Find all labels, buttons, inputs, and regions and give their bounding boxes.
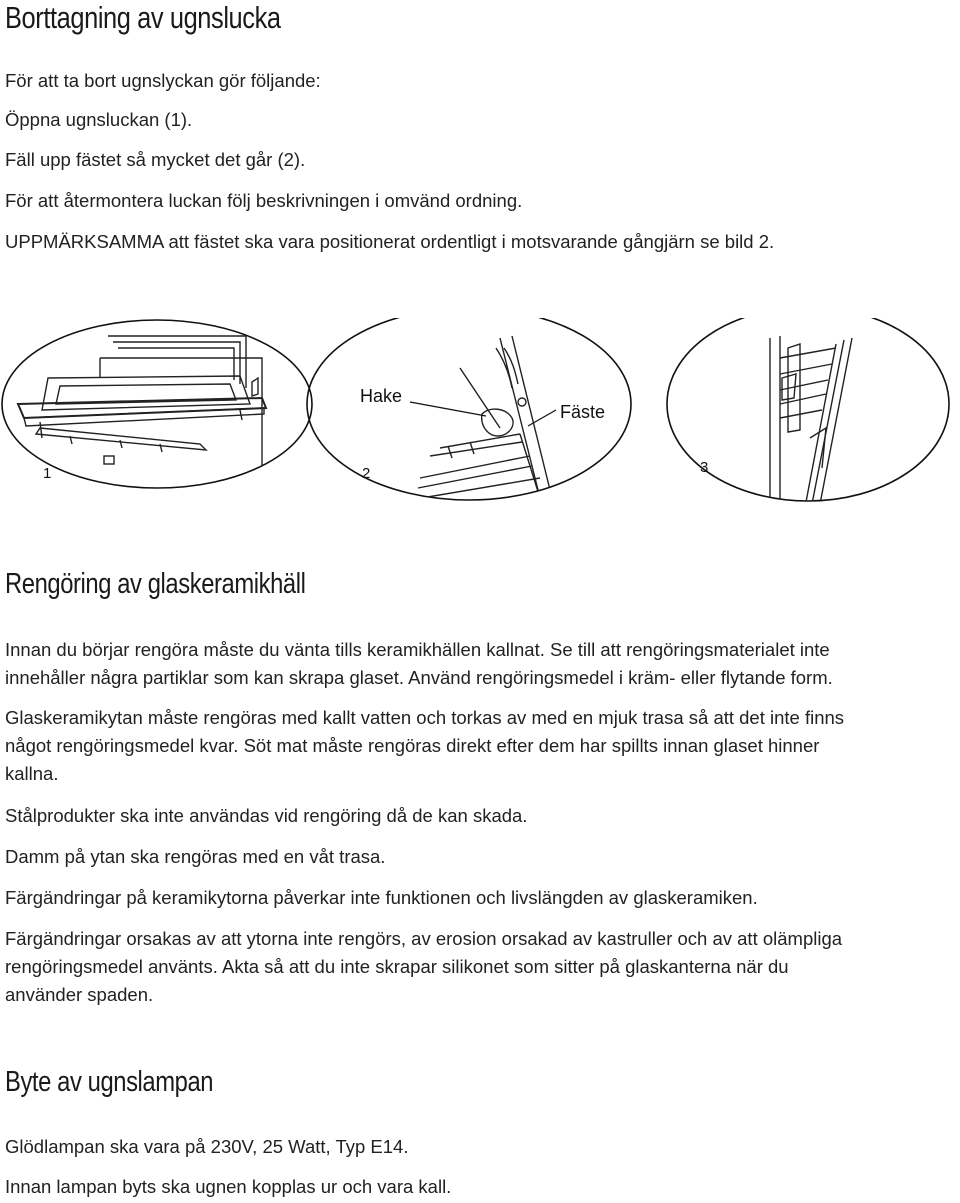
text-line: UPPMÄRKSAMMA att fästet ska vara positionerat ordentligt i motsvarande gångjärn se bild 2.: [5, 231, 775, 252]
text-line: Öppna ugnsluckan (1).: [5, 109, 193, 130]
text-line: Stålprodukter ska inte användas vid rengöring då de kan skada.: [5, 805, 528, 826]
text-line: rengöringsmedel använts. Akta så att du inte skrapar silikonet som sitter på glaskanterna när du: [5, 956, 789, 977]
text-line: Fäll upp fästet så mycket det går (2).: [5, 149, 306, 170]
text-line: använder spaden.: [5, 984, 154, 1005]
text-line: innehåller några partiklar som kan skrapa glaset. Använd rengöringsmedel i kräm- eller flytande form.: [5, 667, 833, 688]
figure-label-3: 3: [700, 459, 709, 476]
door-removal-illustration: [0, 318, 960, 528]
text-line: Glaskeramikytan måste rengöras med kallt vatten och torkas av med en mjuk trasa så att det inte finns: [5, 707, 845, 728]
text-line: kallna.: [5, 763, 59, 784]
figure-label-1: 1: [43, 465, 52, 482]
text-line: För att ta bort ugnslyckan gör följande:: [5, 70, 321, 91]
text-line: För att återmontera luckan följ beskrivningen i omvänd ordning.: [5, 190, 523, 211]
illustration-door-side-view: [667, 318, 949, 508]
callout-hake: Hake: [360, 386, 403, 406]
heading-glass-ceramic-cleaning: Rengöring av glaskeramikhäll: [5, 568, 306, 600]
illustration-open-door: [2, 320, 312, 488]
text-line: Innan du börjar rengöra måste du vänta tills keramikhällen kallnat. Se till att rengöringsmaterialet inte: [5, 639, 830, 660]
heading-oven-lamp-replacement: Byte av ugnslampan: [5, 1066, 214, 1098]
text-line: Färgändringar på keramikytorna påverkar inte funktionen och livslängden av glaskeramiken.: [5, 887, 758, 908]
heading-oven-door-removal: Borttagning av ugnslucka: [5, 0, 281, 35]
text-line: Innan lampan byts ska ugnen kopplas ur och vara kall.: [5, 1176, 452, 1197]
illustration-hinge-closeup: [307, 318, 631, 500]
text-line: Glödlampan ska vara på 230V, 25 Watt, Typ E14.: [5, 1136, 409, 1157]
callout-faste: Fäste: [560, 402, 606, 422]
text-line: något rengöringsmedel kvar. Söt mat måste rengöras direkt efter dem har spillts innan glaset hinner: [5, 735, 820, 756]
text-line: Färgändringar orsakas av att ytorna inte rengörs, av erosion orsakad av kastruller och av att olämpliga: [5, 928, 843, 949]
figure-label-2: 2: [362, 465, 371, 482]
text-line: Damm på ytan ska rengöras med en våt trasa.: [5, 846, 386, 867]
